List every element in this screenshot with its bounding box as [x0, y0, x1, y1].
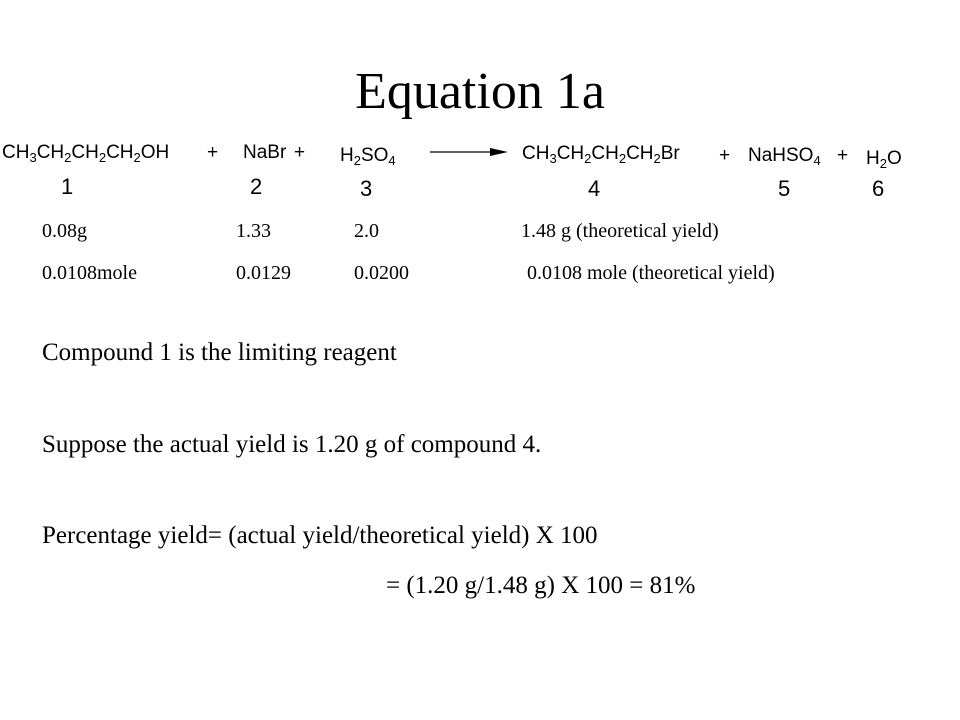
- plus-sign: +: [719, 145, 731, 166]
- compound-number: 5: [778, 176, 791, 201]
- percentage-yield-result: = (1.20 g/1.48 g) X 100 = 81%: [386, 572, 696, 599]
- compound-3-formula: $H_2SO_4$: [340, 145, 396, 168]
- compound-number: 3: [360, 176, 373, 201]
- plus-sign: +: [837, 145, 849, 166]
- percentage-yield-formula: Percentage yield= (actual yield/theoretical yield) X 100: [42, 522, 598, 549]
- grams-value: 1.33: [236, 220, 271, 242]
- grams-value: 1.48 g (theoretical yield): [521, 220, 719, 242]
- reaction-arrow-icon: [430, 145, 510, 159]
- moles-value: 0.0108 mole (theoretical yield): [527, 262, 775, 284]
- compound-number: 4: [588, 176, 601, 201]
- actual-yield-statement: Suppose the actual yield is 1.20 g of compound 4.: [42, 431, 542, 458]
- plus-sign: +: [207, 142, 219, 163]
- moles-value: 0.0200: [354, 262, 409, 284]
- grams-value: 0.08g: [42, 220, 87, 242]
- plus-sign: +: [294, 142, 306, 163]
- compound-5-formula: NaHSO$_4$: [748, 145, 821, 168]
- moles-value: 0.0129: [236, 262, 291, 284]
- compound-number: 1: [61, 174, 74, 199]
- moles-value: 0.0108mole: [42, 262, 137, 284]
- slide-title: Equation 1a: [355, 63, 605, 120]
- limiting-reagent-statement: Compound 1 is the limiting reagent: [42, 339, 397, 366]
- compound-4-formula: $CH_3CH_2CH_2CH_2Br$: [522, 143, 680, 166]
- compound-number: 2: [250, 174, 263, 199]
- compound-1-formula: $CH_3CH_2CH_2CH_2OH$: [2, 142, 170, 165]
- compound-6-formula: $H_2O$: [866, 148, 902, 171]
- compound-2-formula: NaBr: [243, 142, 287, 163]
- grams-value: 2.0: [354, 220, 379, 242]
- compound-number: 6: [872, 176, 885, 201]
